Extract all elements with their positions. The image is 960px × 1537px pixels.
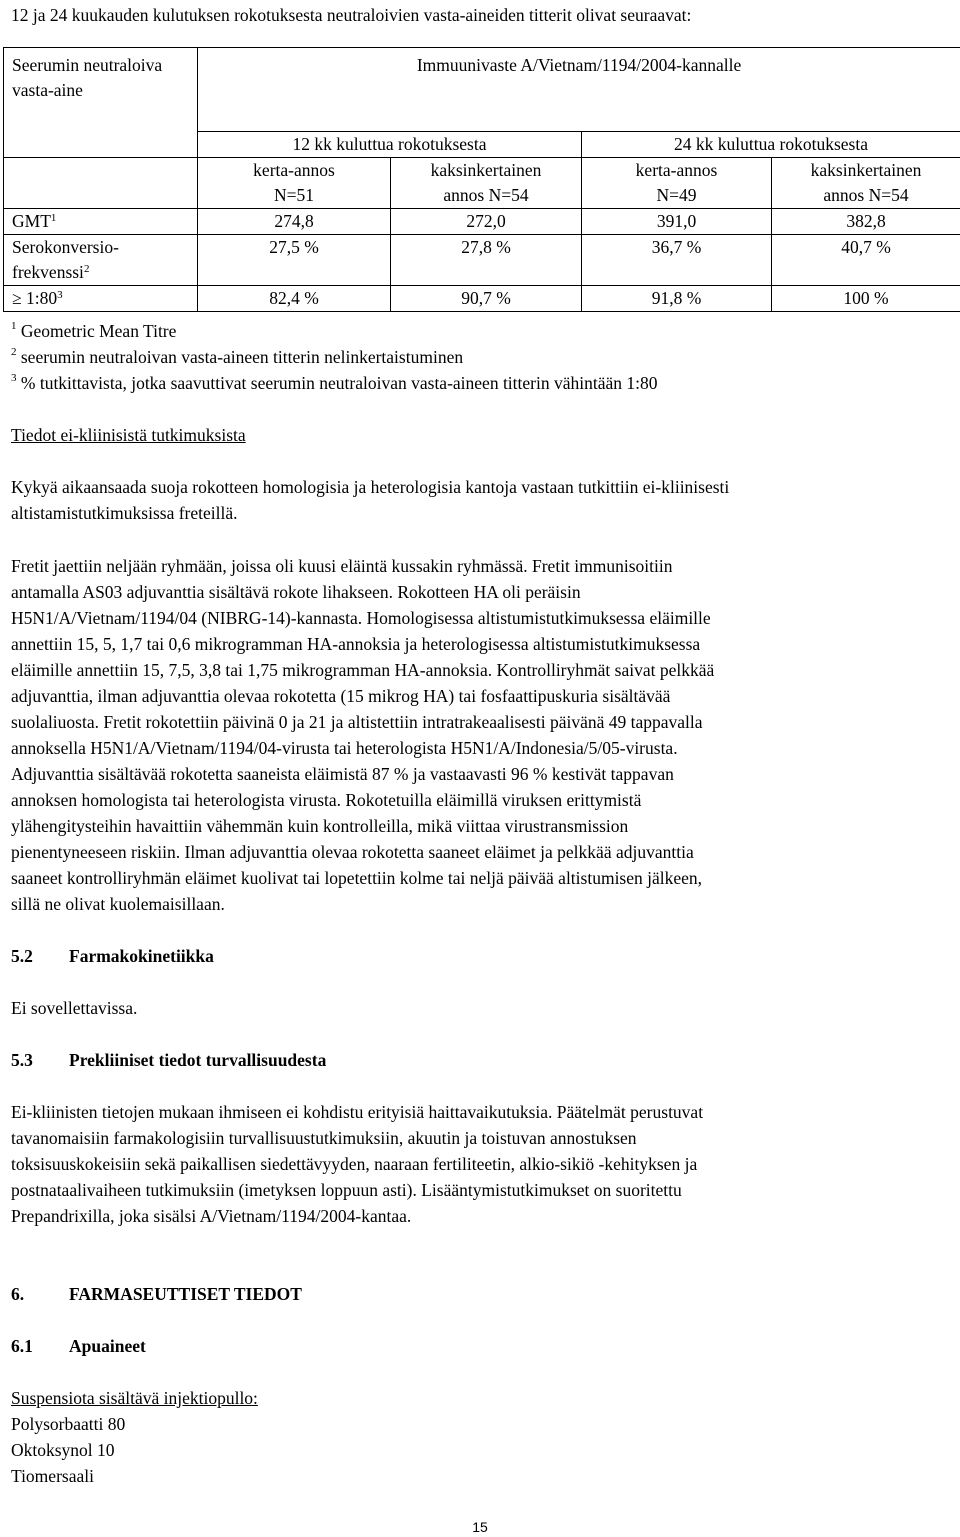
- table-intro: 12 ja 24 kuukauden kulutuksen rokotuksesta neutraloivien vasta-aineiden titterit olivat seuraavat:: [11, 5, 692, 25]
- text-line: Adjuvanttia sisältävää rokotetta saaneista eläimistä 87 % ja vastaavasti 96 % kestivät tappavan: [11, 764, 674, 784]
- text-line: annoksen homologista tai heterologista virusta. Rokotetuilla eläimillä viruksen erittymistä: [11, 790, 642, 810]
- table-cell: 272,0: [391, 209, 582, 235]
- section-heading-6: 6. FARMASEUTTISET TIEDOT: [11, 1284, 302, 1304]
- section-heading-6-1: 6.1 Apuaineet: [11, 1336, 146, 1356]
- nonclinical-heading: Tiedot ei-kliinisistä tutkimuksista: [11, 425, 246, 445]
- table-top-header: Immuunivaste A/Vietnam/1194/2004-kannalle: [198, 48, 960, 132]
- section-5-2-body: Ei sovellettavissa.: [11, 998, 138, 1018]
- table-cell: 36,7 %: [582, 235, 772, 286]
- table-row: [4, 209, 960, 235]
- table-col-header: kerta-annos N=51: [198, 158, 391, 209]
- table-cell: 40,7 %: [772, 235, 960, 286]
- table-cell: 382,8: [772, 209, 960, 235]
- text-line: pienentyneeseen riskiin. Ilman adjuvanttia olevaa rokotetta saaneet eläimet ja pelkkää adjuvanttia: [11, 842, 694, 862]
- footnote: $^1$ Geometric Mean Titre: [11, 320, 177, 341]
- table-cell: 391,0: [582, 209, 772, 235]
- table-row-label: GMT$^1$: [4, 209, 198, 235]
- section-5-3-body: [11, 1099, 948, 1229]
- text-line: Prepandrixilla, joka sisälsi A/Vietnam/1194/2004-kantaa.: [11, 1206, 412, 1226]
- table-row-label: Serokonversio-frekvenssi$^2$: [4, 235, 198, 286]
- text-line: Fretit jaettiin neljään ryhmään, joissa oli kuusi eläintä kussakin ryhmässä. Fretit immunisoitiin: [11, 556, 673, 576]
- footnote: $^2$ seerumin neutraloivan vasta-aineen titterin nelinkertaistuminen: [11, 346, 464, 367]
- table-col-header: kaksinkertainen annos N=54: [772, 158, 960, 209]
- text-line: suolaliuosta. Fretit rokotettiin päivinä 0 ja 21 ja altistettiin intratrakeaalisesti päivänä 49 tappavalla: [11, 712, 703, 732]
- section-heading-5-3: 5.3 Prekliiniset tiedot turvallisuudesta: [11, 1050, 327, 1070]
- table-cell: 27,5 %: [198, 235, 391, 286]
- table-cell: 274,8: [198, 209, 391, 235]
- text-line: eläimille annettiin 15, 7,5, 3,8 tai 1,75 mikrogramman HA-annoksia. Kontrolliryhmät saivat pelkkää: [11, 660, 715, 680]
- text-line: annettiin 15, 5, 1,7 tai 0,6 mikrogramman HA-annoksia ja heterologisessa altistumistutkimuksessa: [11, 634, 701, 654]
- excipients-list: [11, 1411, 948, 1489]
- paragraph-protection: [11, 474, 948, 526]
- text-line: postnataalivaiheen tutkimuksiin (imetyksen loppuun asti). Lisääntymistutkimukset on suoritettu: [11, 1180, 682, 1200]
- text-line: toksisuuskokeisiin sekä paikallisen siedettävyyden, naaraan fertiliteetin, alkio-sikiö -kehityksen ja: [11, 1154, 698, 1174]
- text-line: saaneet kontrolliryhmän eläimet kuolivat tai lopetettiin kolme tai neljä päivää altistumisen jälkeen,: [11, 868, 703, 888]
- text-line: Kykyä aikaansaada suoja rokotteen homologisia ja heterologisia kantoja vastaan tutkittiin ei-kliinisesti: [11, 477, 730, 497]
- table-cell: 82,4 %: [198, 286, 391, 312]
- paragraph-ferrets: [11, 553, 948, 917]
- list-item: Polysorbaatti 80: [11, 1414, 126, 1434]
- section-heading-5-2: 5.2 Farmakokinetiikka: [11, 946, 214, 966]
- table-row: [4, 235, 960, 286]
- table-cell: 91,8 %: [582, 286, 772, 312]
- footnote: $^3$ % tutkittavista, jotka saavuttivat seerumin neutraloivan vasta-aineen titterin vähintään 1:80: [11, 372, 658, 393]
- table-cell: 100 %: [772, 286, 960, 312]
- table-cell: 90,7 %: [391, 286, 582, 312]
- table-cell: 27,8 %: [391, 235, 582, 286]
- page-number: 15: [472, 1519, 488, 1535]
- text-line: annoksella H5N1/A/Vietnam/1194/04-virusta tai heterologista H5N1/A/Indonesia/5/05-virusta.: [11, 738, 678, 758]
- text-line: adjuvanttia, ilman adjuvanttia olevaa rokotetta (15 mikrog HA) tai fosfaattipuskuria sisältävää: [11, 686, 671, 706]
- text-line: ylähengitysteihin havaittiin vähemmän kuin kontrolleilla, mikä viittaa virustransmission: [11, 816, 629, 836]
- list-item: Tiomersaali: [11, 1466, 94, 1486]
- titer-table: [3, 47, 960, 312]
- table-row-header: Seerumin neutraloiva vasta-aine: [4, 48, 198, 158]
- table-col-header: kerta-annos N=49: [582, 158, 772, 209]
- table-group-12: 12 kk kuluttua rokotuksesta: [198, 132, 582, 158]
- excipients-subheading: Suspensiota sisältävä injektiopullo:: [11, 1388, 258, 1408]
- text-line: H5N1/A/Vietnam/1194/04 (NIBRG-14)-kannasta. Homologisessa altistumistutkimuksessa eläimille: [11, 608, 711, 628]
- table-group-24: 24 kk kuluttua rokotuksesta: [582, 132, 960, 158]
- text-line: sillä ne olivat kuolemaisillaan.: [11, 894, 225, 914]
- list-item: Oktoksynol 10: [11, 1440, 115, 1460]
- text-line: Ei-kliinisten tietojen mukaan ihmiseen ei kohdistu erityisiä haittavaikutuksia. Päätelmät perustuvat: [11, 1102, 704, 1122]
- table-row-label: ≥ $1:80^3$: [4, 286, 198, 312]
- table-footnotes: [11, 318, 948, 396]
- text-line: tavanomaisiin farmakologisiin turvallisuustutkimuksiin, akuutin ja toistuvan annostuksen: [11, 1128, 637, 1148]
- table-col-header: kaksinkertainen annos N=54: [391, 158, 582, 209]
- text-line: altistamistutkimuksissa freteillä.: [11, 503, 238, 523]
- text-line: antamalla AS03 adjuvanttia sisältävä rokote lihakseen. Rokotteen HA oli peräisin: [11, 582, 581, 602]
- table-row: [4, 286, 960, 312]
